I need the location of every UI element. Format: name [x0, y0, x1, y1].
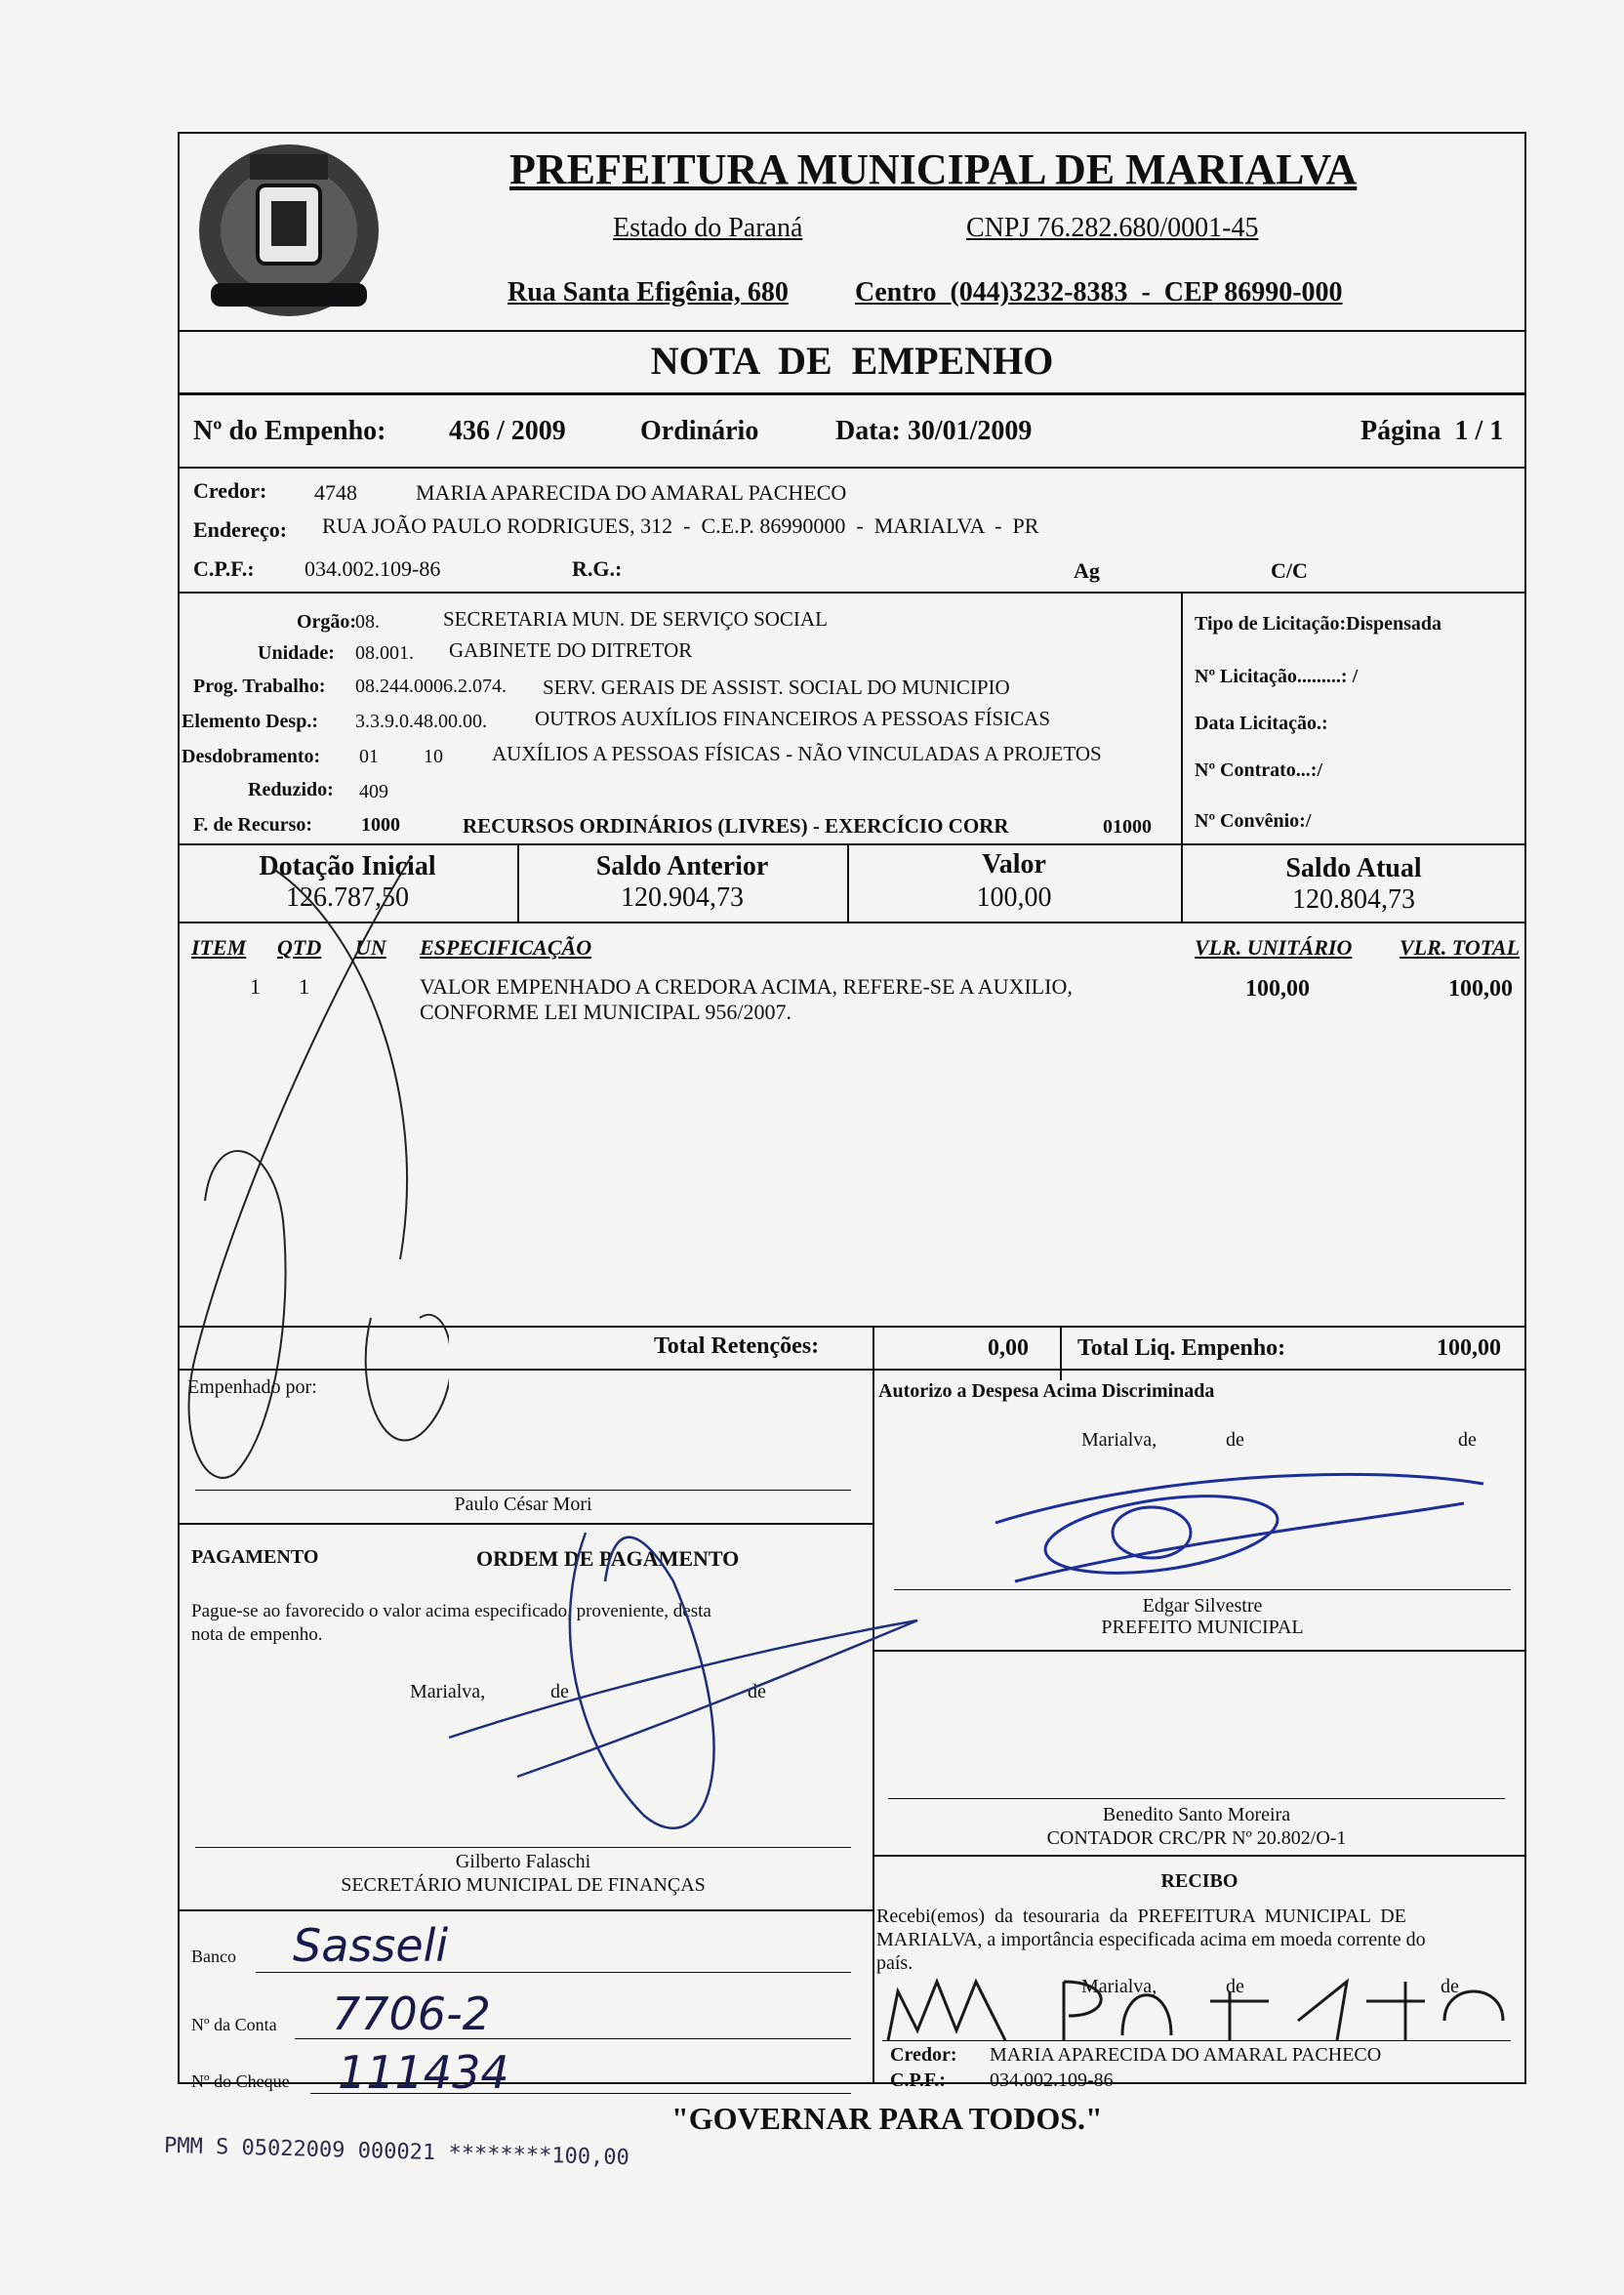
cpf-label: C.P.F.:	[193, 556, 255, 581]
unidade-code: 08.001.	[355, 642, 414, 664]
credor-code: 4748	[314, 480, 357, 505]
reduzido-label: Reduzido:	[248, 779, 334, 800]
recurso-label: F. de Recurso:	[193, 814, 313, 836]
conta-label: Nº da Conta	[191, 2015, 277, 2034]
recurso-code-2: 01000	[1103, 816, 1152, 838]
page-title: PREFEITURA MUNICIPAL DE MARIALVA	[509, 145, 1358, 193]
address-contact: Centro (044)3232-8383 - CEP 86990-000	[855, 277, 1343, 307]
un-header: UN	[355, 935, 386, 960]
ag-label: Ag	[1074, 558, 1100, 583]
item-unit-value: 100,00	[1245, 976, 1310, 1002]
retencoes-value: 0,00	[988, 1335, 1029, 1361]
banco-value: Sasseli	[293, 1919, 449, 1972]
desdobramento-code-1: 01	[359, 746, 379, 767]
conta-value: 7706-2	[332, 1988, 491, 2040]
data-licitacao: Data Licitação.:	[1195, 713, 1328, 734]
unidade-name: GABINETE DO DITRETOR	[449, 638, 693, 662]
pagamento-text-1: Pague-se ao favorecido o valor acima especificado, proveniente, desta	[191, 1601, 711, 1621]
orgao-name: SECRETARIA MUN. DE SERVIÇO SOCIAL	[443, 607, 828, 631]
item-header: ITEM	[191, 935, 247, 960]
valor-label: Valor	[982, 849, 1046, 880]
contador-name: Benedito Santo Moreira	[1102, 1804, 1291, 1825]
cheque-label: Nº do Cheque	[191, 2071, 290, 2091]
street-address: Rua Santa Efigênia, 680	[508, 277, 789, 307]
desdobramento-name: AUXÍLIOS A PESSOAS FÍSICAS - NÃO VINCULADAS A PROJETOS	[492, 742, 1102, 765]
recurso-name: RECURSOS ORDINÁRIOS (LIVRES) - EXERCÍCIO CORR	[463, 814, 1009, 838]
total-value-header: VLR. TOTAL	[1400, 935, 1521, 960]
unit-value-header: VLR. UNITÁRIO	[1195, 935, 1353, 960]
pagamento-de-1: de	[550, 1681, 569, 1702]
autorizo-de-1: de	[1226, 1429, 1244, 1451]
page-number: Página 1 / 1	[1360, 416, 1504, 446]
document-title: NOTA DE EMPENHO	[650, 339, 1054, 383]
saldo-atual-label: Saldo Atual	[1285, 853, 1422, 883]
orgao-label: Orgão:	[297, 611, 357, 633]
autorizo-de-2: de	[1458, 1429, 1477, 1451]
recibo-place: Marialva,	[1081, 1976, 1157, 1997]
valor-value: 100,00	[976, 882, 1052, 913]
prog-label: Prog. Trabalho:	[193, 676, 326, 697]
numero-contrato: Nº Contrato...:/	[1195, 759, 1323, 781]
recibo-title: RECIBO	[1160, 1870, 1238, 1892]
rg-label: R.G.:	[572, 556, 623, 581]
tipo-licitacao: Tipo de Licitação:Dispensada	[1195, 613, 1441, 635]
coat-of-arms-logo	[191, 137, 386, 332]
total-liquido-label: Total Liq. Empenho:	[1077, 1335, 1286, 1361]
prog-name: SERV. GERAIS DE ASSIST. SOCIAL DO MUNICIPIO	[543, 676, 1010, 699]
prefeito-name: Edgar Silvestre	[1142, 1595, 1263, 1617]
item-description-2: CONFORME LEI MUNICIPAL 956/2007.	[420, 1000, 792, 1024]
prog-code: 08.244.0006.2.074.	[355, 676, 507, 697]
elemento-name: OUTROS AUXÍLIOS FINANCEIROS A PESSOAS FÍSICAS	[535, 707, 1051, 730]
contador-title: CONTADOR CRC/PR Nº 20.802/O-1	[1046, 1827, 1347, 1849]
recurso-code: 1000	[361, 814, 400, 836]
reduzido-value: 409	[359, 781, 388, 802]
item-total-value: 100,00	[1448, 976, 1513, 1002]
recibo-credor-name: MARIA APARECIDA DO AMARAL PACHECO	[990, 2044, 1382, 2066]
cc-label: C/C	[1271, 558, 1308, 583]
dotacao-value: 126.787,50	[286, 882, 409, 913]
cnpj: CNPJ 76.282.680/0001-45	[966, 213, 1259, 243]
pagamento-label: PAGAMENTO	[191, 1546, 319, 1568]
address-label: Endereço:	[193, 517, 288, 542]
saldo-atual-value: 120.804,73	[1292, 884, 1415, 915]
desdobramento-label: Desdobramento:	[182, 746, 321, 767]
elemento-code: 3.3.9.0.48.00.00.	[355, 711, 487, 732]
credor-name: MARIA APARECIDA DO AMARAL PACHECO	[416, 480, 847, 505]
desdobramento-code-2: 10	[424, 746, 443, 767]
numero-convenio: Nº Convênio:/	[1195, 810, 1312, 832]
item-number: 1	[250, 974, 261, 999]
saldo-anterior-label: Saldo Anterior	[595, 851, 769, 881]
especificacao-header: ESPECIFICAÇÃO	[420, 935, 592, 960]
secretario-title: SECRETÁRIO MUNICIPAL DE FINANÇAS	[341, 1874, 706, 1896]
empenhado-name: Paulo César Mori	[454, 1494, 592, 1515]
item-description-1: VALOR EMPENHADO A CREDORA ACIMA, REFERE-SE A AUXILIO,	[420, 974, 1073, 999]
recibo-cpf: 034.002.109-86	[990, 2070, 1114, 2091]
empenho-number: 436 / 2009	[449, 416, 566, 446]
recibo-text-1: Recebi(emos) da tesouraria da PREFEITURA MUNICIPAL DE	[876, 1906, 1406, 1927]
credor-cpf: 034.002.109-86	[304, 556, 441, 581]
qtd-header: QTD	[277, 935, 322, 960]
empenho-type: Ordinário	[640, 416, 759, 446]
recibo-text-2: MARIALVA, a importância especificada acima em moeda corrente do	[876, 1929, 1426, 1950]
dotacao-label: Dotação Inicial	[259, 851, 436, 881]
elemento-label: Elemento Desp.:	[182, 711, 318, 732]
secretario-name: Gilberto Falaschi	[455, 1851, 591, 1872]
autorizo-text: Autorizo a Despesa Acima Discriminada	[878, 1380, 1215, 1402]
recibo-cpf-label: C.P.F.:	[890, 2070, 946, 2091]
empenhado-label: Empenhado por:	[187, 1376, 317, 1398]
recibo-credor-label: Credor:	[890, 2044, 957, 2066]
recibo-text-3: país.	[876, 1952, 914, 1974]
pagamento-de-2: de	[748, 1681, 766, 1702]
item-qtd: 1	[299, 974, 309, 999]
authentication-stamp: PMM S 05022009 000021 ********100,00	[163, 2133, 630, 2171]
state-name: Estado do Paraná	[613, 213, 803, 243]
total-liquido-value: 100,00	[1437, 1335, 1501, 1361]
saldo-anterior-value: 120.904,73	[621, 882, 744, 913]
empenho-number-label: Nº do Empenho:	[193, 416, 386, 446]
orgao-code: 08.	[355, 611, 380, 633]
numero-licitacao: Nº Licitação.........: /	[1195, 666, 1359, 687]
unidade-label: Unidade:	[258, 642, 335, 664]
recibo-de-1: de	[1226, 1976, 1244, 1997]
credor-label: Credor:	[193, 478, 267, 503]
autorizo-place: Marialva,	[1081, 1429, 1157, 1451]
credor-address: RUA JOÃO PAULO RODRIGUES, 312 - C.E.P. 86990000 - MARIALVA - PR	[322, 513, 1039, 538]
footer-motto: "GOVERNAR PARA TODOS."	[671, 2101, 1103, 2136]
recibo-de-2: de	[1441, 1976, 1459, 1997]
cheque-value: 111434	[338, 2046, 509, 2099]
pagamento-place: Marialva,	[410, 1681, 486, 1702]
retencoes-label: Total Retenções:	[654, 1333, 820, 1359]
pagamento-text-2: nota de empenho.	[191, 1624, 323, 1645]
ordem-pagamento-title: ORDEM DE PAGAMENTO	[476, 1546, 740, 1571]
empenho-date: Data: 30/01/2009	[835, 416, 1033, 446]
banco-label: Banco	[191, 1947, 236, 1966]
prefeito-title: PREFEITO MUNICIPAL	[1101, 1617, 1304, 1638]
